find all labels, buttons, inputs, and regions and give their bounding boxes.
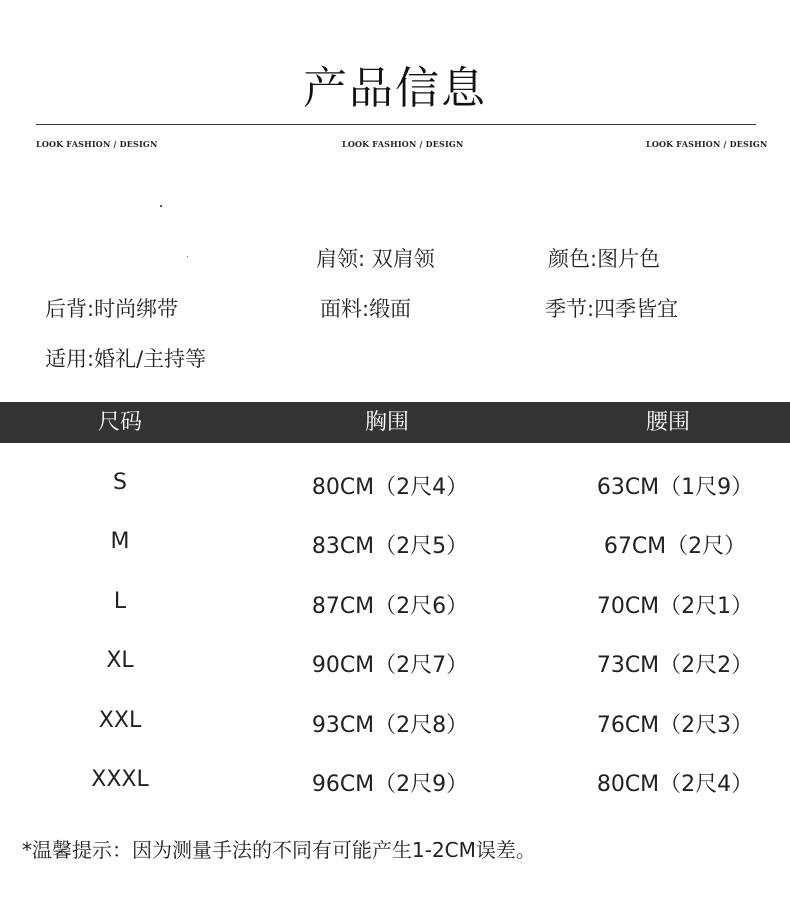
info-shoulder: 肩领: 双肩领 <box>316 247 435 271</box>
table-cell: 96CM（2尺9） <box>311 772 469 797</box>
table-cell: L <box>113 588 127 614</box>
table-cell: S <box>113 470 127 495</box>
table-cell: XXL <box>98 707 142 733</box>
header-bust: 胸围 <box>364 410 409 435</box>
info-color: 颜色:图片色 <box>548 247 661 271</box>
table-cell: M <box>110 529 130 555</box>
table-cell: XXXL <box>91 767 149 792</box>
table-cell: 93CM（2尺8） <box>311 712 469 738</box>
table-cell: 76CM（2尺3） <box>596 712 754 738</box>
table-cell: 67CM（2尺） <box>603 534 747 560</box>
table-cell: 70CM（2尺1） <box>596 593 754 619</box>
info-fabric: 面料:缎面 <box>320 297 412 321</box>
info-usage: 适用:婚礼/主持等 <box>45 347 207 371</box>
divider <box>36 124 756 125</box>
table-cell: 90CM（2尺7） <box>311 653 469 679</box>
header-waist: 腰围 <box>645 410 690 435</box>
decorative-dot <box>187 256 188 257</box>
brand-tag-left: LOOK FASHION / DESIGN <box>36 139 158 149</box>
info-season: 季节:四季皆宜 <box>545 297 679 321</box>
table-cell: 80CM（2尺4） <box>311 475 469 500</box>
table-cell: 80CM（2尺4） <box>596 772 754 797</box>
info-back: 后背:时尚绑带 <box>45 297 179 321</box>
brand-tag-center: LOOK FASHION / DESIGN <box>342 139 464 149</box>
measurement-note: *温馨提示：因为测量手法的不同有可能产生1-2CM误差。 <box>22 838 536 862</box>
brand-tag-right: LOOK FASHION / DESIGN <box>646 139 768 149</box>
table-cell: 63CM（1尺9） <box>596 475 754 500</box>
table-cell: 87CM（2尺6） <box>311 593 469 619</box>
table-cell: 83CM（2尺5） <box>311 534 469 560</box>
table-cell: 73CM（2尺2） <box>596 653 754 679</box>
header-size: 尺码 <box>97 410 142 435</box>
decorative-dot <box>160 205 162 207</box>
size-table-header <box>0 402 790 443</box>
page-title: 产品信息 <box>303 63 487 114</box>
table-cell: XL <box>106 648 134 674</box>
